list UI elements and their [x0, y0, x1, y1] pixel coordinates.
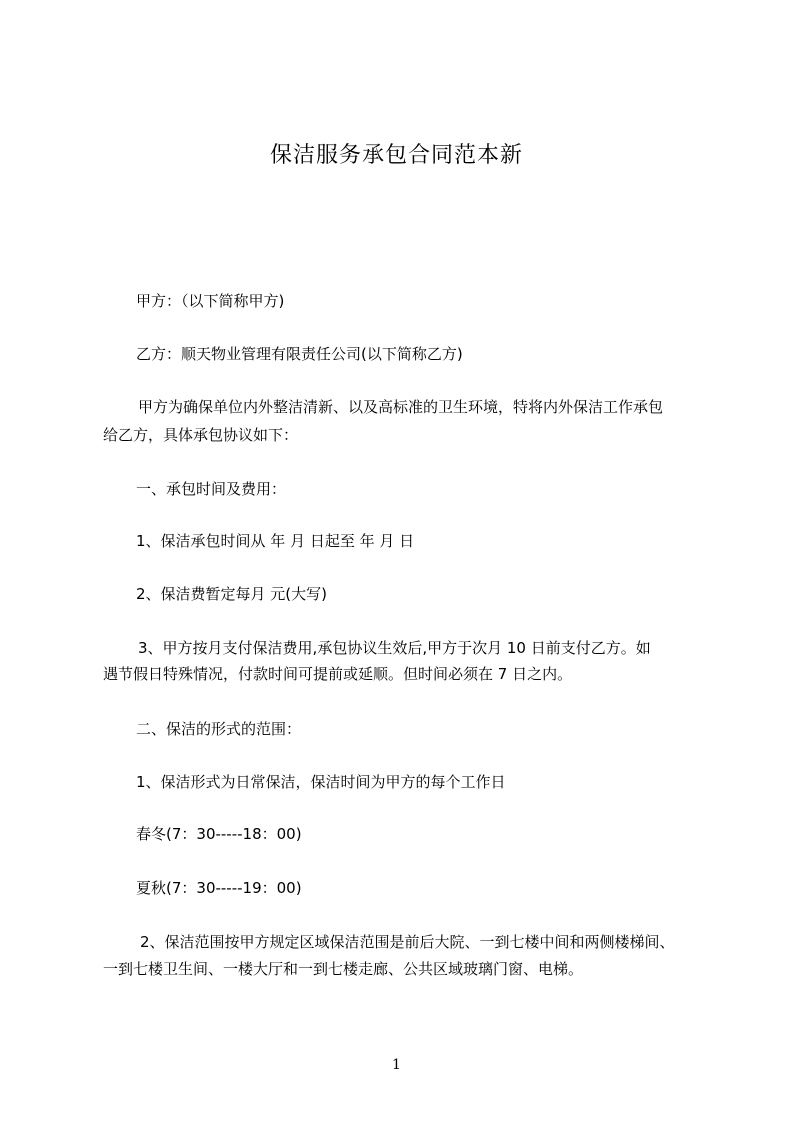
section-2-item-2-line-1: 2、保洁范围按甲方规定区域保洁范围是前后大院、一到七楼中间和两侧楼梯间、: [140, 933, 675, 951]
section-2-item-2-line-2: 一到七楼卫生间、一楼大厅和一到七楼走廊、公共区域玻璃门窗、电梯。: [103, 960, 584, 978]
section-1-item-1: 1、保洁承包时间从 年 月 日起至 年 月 日: [136, 532, 415, 550]
section-1-item-3-line-1: 3、甲方按月支付保洁费用,承包协议生效后,甲方于次月 10 日前支付乙方。如: [138, 639, 651, 657]
section-2-heading: 二、保洁的形式的范围：: [136, 720, 302, 738]
intro-paragraph-line-1: 甲方为确保单位内外整洁清新、以及高标准的卫生环境，特将内外保洁工作承包: [138, 398, 664, 416]
section-2-item-1: 1、保洁形式为日常保洁，保洁时间为甲方的每个工作日: [136, 773, 506, 791]
section-1-heading: 一、承包时间及费用：: [136, 480, 287, 498]
section-1-item-2: 2、保洁费暂定每月 元(大写): [136, 585, 328, 603]
schedule-summer-autumn: 夏秋(7：30-----19：00): [136, 879, 302, 897]
page-number: 1: [392, 1057, 401, 1073]
schedule-spring-winter: 春冬(7：30-----18：00): [136, 825, 302, 843]
intro-paragraph-line-2: 给乙方，具体承包协议如下：: [103, 426, 299, 444]
document-title: 保洁服务承包合同范本新: [269, 143, 523, 168]
party-b-line: 乙方：顺天物业管理有限责任公司(以下简称乙方): [136, 345, 463, 363]
section-1-item-3-line-2: 遇节假日特殊情况，付款时间可提前或延顺。但时间必须在 7 日之内。: [103, 665, 573, 683]
party-a-line: 甲方：（以下简称甲方): [136, 292, 285, 310]
